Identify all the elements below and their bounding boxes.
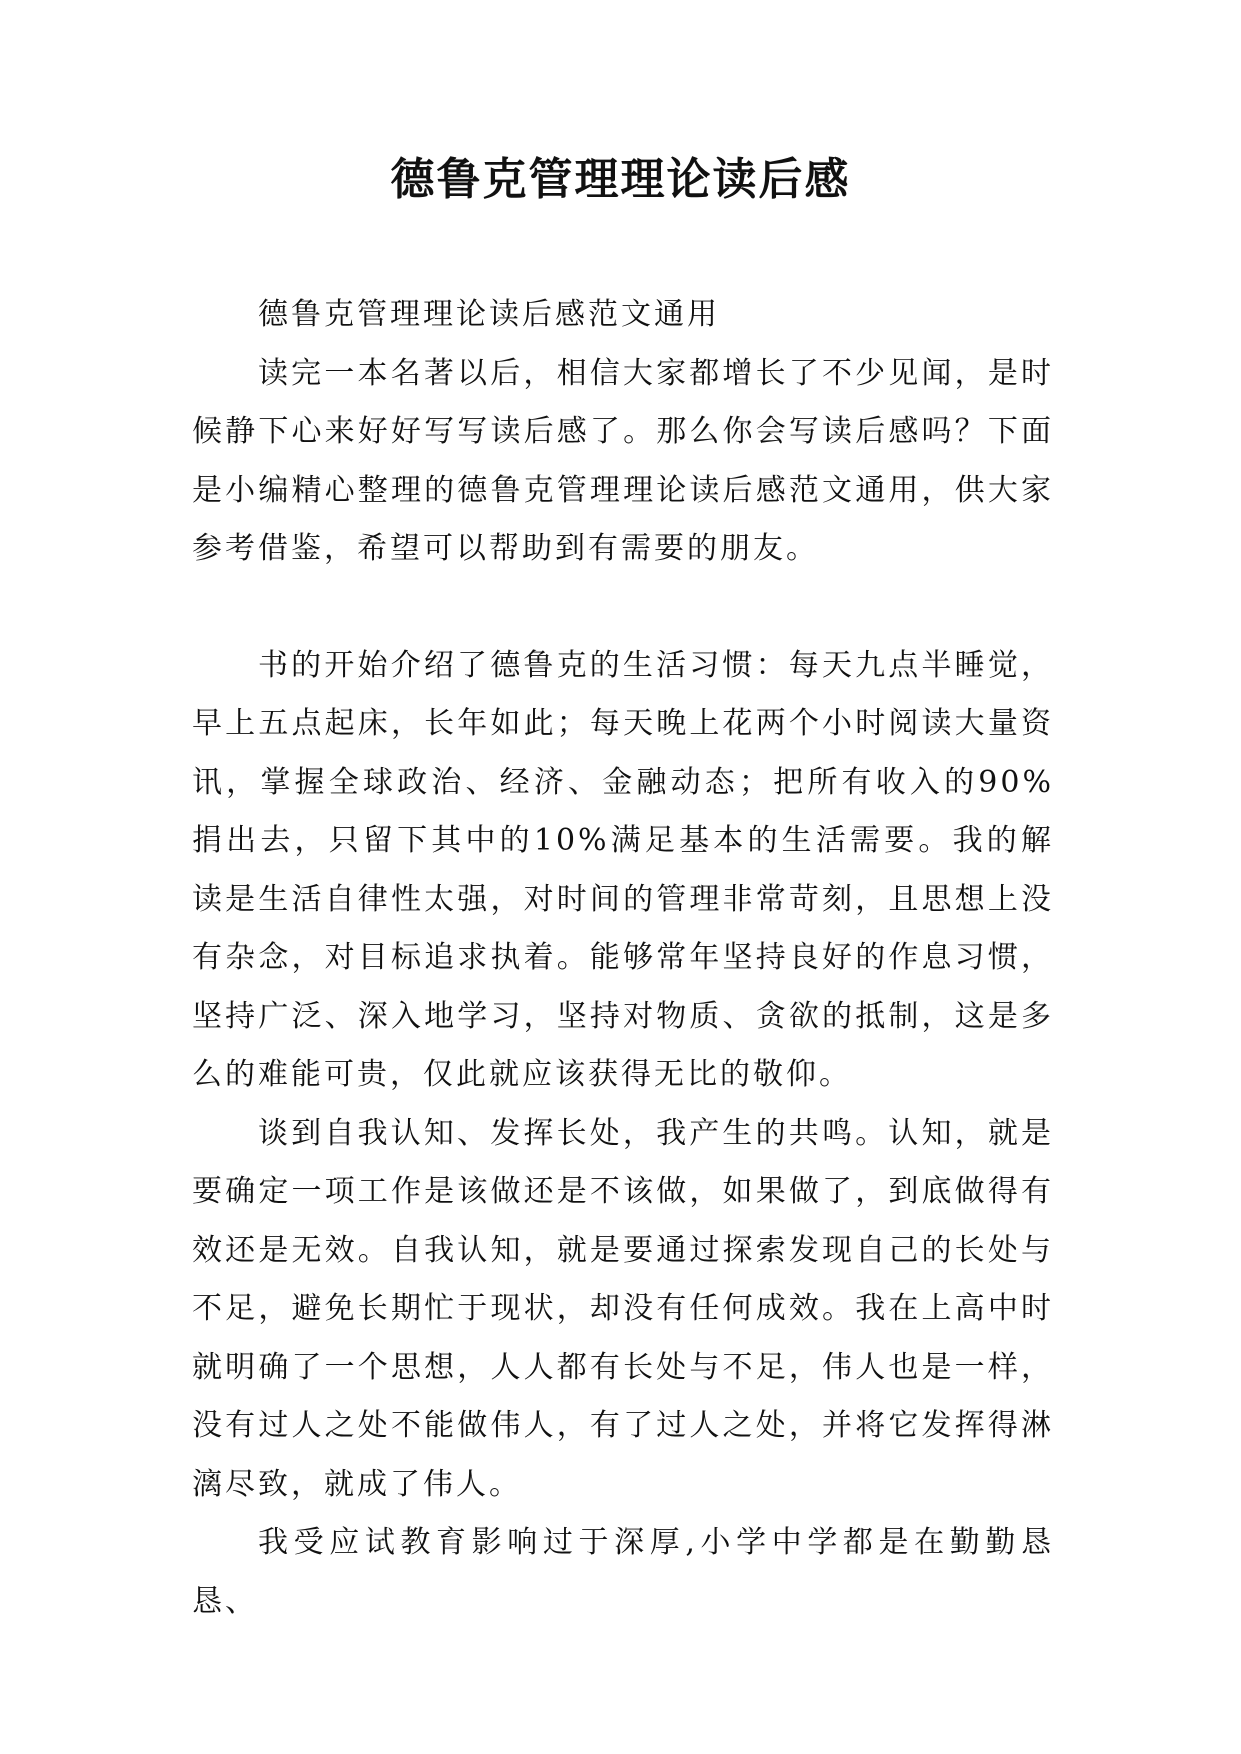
body-paragraph-education: 我受应试教育影响过于深厚,小学中学都是在勤勤恳恳、 (192, 1525, 1054, 1619)
intro-paragraph: 读完一本名著以后，相信大家都增长了不少见闻，是时候静下心来好好写写读后感了。那么你会写读后感吗？下面是小编精心整理的德鲁克管理理论读后感范文通用，供大家参考借鉴，希望可以帮助到有需要的朋友。 (192, 355, 1054, 566)
body-paragraph-self-awareness: 谈到自我认知、发挥长处，我产生的共鸣。认知，就是要确定一项工作是该做还是不该做，如果做了，到底做得有效还是无效。自我认知，就是要通过探索发现自己的长处与不足，避免长期忙于现状，却没有任何成效。我在上高中时就明确了一个思想，人人都有长处与不足，伟人也是一样，没有过人之处不能做伟人，有了过人之处，并将它发挥得淋漓尽致，就成了伟人。 (192, 1115, 1054, 1502)
subtitle-paragraph: 德鲁克管理理论读后感范文通用 (258, 297, 720, 332)
document-body (192, 286, 1054, 1631)
document-title: 德鲁克管理理论读后感 (390, 154, 851, 205)
body-paragraph-habits: 书的开始介绍了德鲁克的生活习惯：每天九点半睡觉，早上五点起床，长年如此；每天晚上花两个小时阅读大量资讯，掌握全球政治、经济、金融动态；把所有收入的90%捐出去，只留下其中的10%满足基本的生活需要。我的解读是生活自律性太强，对时间的管理非常苛刻，且思想上没有杂念，对目标追求执着。能够常年坚持良好的作息习惯，坚持广泛、深入地学习，坚持对物质、贪欲的抵制，这是多么的难能可贵，仅此就应该获得无比的敬仰。 (192, 647, 1054, 1092)
